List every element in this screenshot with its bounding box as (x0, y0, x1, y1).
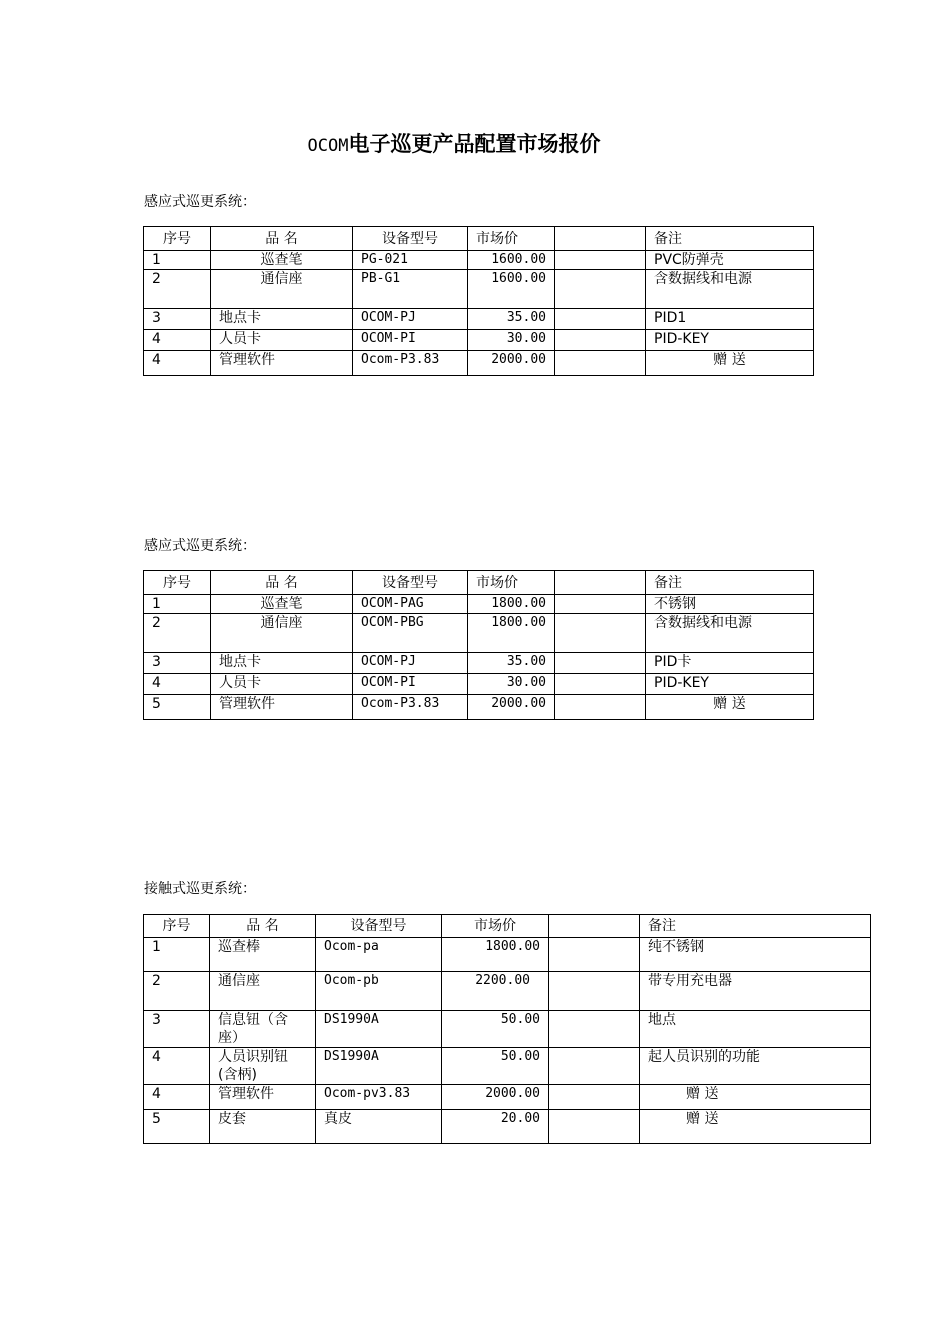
table-row (144, 251, 814, 270)
cell-blank (555, 595, 646, 614)
cell-note: PVC防弹壳 (646, 251, 814, 270)
col-model: 设备型号 (353, 571, 468, 595)
cell-price: 2000.00 (442, 1085, 549, 1110)
cell-name: 地点卡 (211, 309, 353, 330)
cell-note: 不锈钢 (646, 595, 814, 614)
cell-no: 1 (144, 251, 211, 270)
cell-note: 含数据线和电源 (646, 614, 814, 653)
cell-blank (555, 251, 646, 270)
table-header-row (144, 915, 871, 938)
cell-no: 5 (144, 1110, 210, 1144)
cell-price: 2000.00 (468, 351, 555, 376)
cell-price: 1600.00 (468, 270, 555, 309)
section2-heading: 感应式巡更系统： (144, 538, 256, 554)
table-row (144, 1048, 871, 1085)
cell-model: OCOM-PI (353, 330, 468, 351)
cell-name: 地点卡 (211, 653, 353, 674)
table-row (144, 1085, 871, 1110)
cell-price: 1800.00 (442, 938, 549, 972)
section3-table (143, 914, 871, 1144)
cell-note: 纯不锈钢 (640, 938, 871, 972)
cell-model: Ocom-pv3.83 (316, 1085, 442, 1110)
cell-name: 管理软件 (211, 695, 353, 720)
cell-blank (555, 653, 646, 674)
cell-note: 含数据线和电源 (646, 270, 814, 309)
section3-heading: 接触式巡更系统： (144, 881, 256, 897)
table-row (144, 309, 814, 330)
cell-note: 起人员识别的功能 (640, 1048, 871, 1085)
cell-blank (555, 674, 646, 695)
cell-model: OCOM-PI (353, 674, 468, 695)
cell-model: OCOM-PJ (353, 653, 468, 674)
cell-note: 带专用充电器 (640, 972, 871, 1011)
cell-blank (549, 938, 640, 972)
cell-name: 信息钮（含座） (210, 1011, 316, 1048)
cell-model: PB-G1 (353, 270, 468, 309)
cell-price: 35.00 (468, 309, 555, 330)
cell-name: 人员识别钮(含柄) (210, 1048, 316, 1085)
col-no: 序号 (144, 227, 211, 251)
cell-model: OCOM-PJ (353, 309, 468, 330)
cell-price: 1600.00 (468, 251, 555, 270)
cell-no: 2 (144, 270, 211, 309)
table-row (144, 351, 814, 376)
cell-no: 5 (144, 695, 211, 720)
cell-blank (555, 270, 646, 309)
cell-blank (555, 695, 646, 720)
section1-table (143, 226, 814, 376)
col-no: 序号 (144, 915, 210, 938)
cell-no: 3 (144, 309, 211, 330)
cell-note: 赠 送 (640, 1085, 871, 1110)
cell-name: 皮套 (210, 1110, 316, 1144)
title-rest: 电子巡更产品配置市场报价 (348, 132, 601, 156)
cell-blank (555, 309, 646, 330)
col-price: 市场价 (442, 915, 549, 938)
cell-no: 1 (144, 595, 211, 614)
cell-name: 巡查笔 (211, 595, 353, 614)
table-header-row (144, 227, 814, 251)
cell-note: 地点 (640, 1011, 871, 1048)
table-row (144, 972, 871, 1011)
cell-no: 3 (144, 653, 211, 674)
cell-model: Ocom-P3.83 (353, 351, 468, 376)
table-row (144, 595, 814, 614)
cell-no: 4 (144, 1085, 210, 1110)
table-row (144, 614, 814, 653)
col-note: 备注 (646, 571, 814, 595)
table-row (144, 938, 871, 972)
cell-name: 通信座 (211, 270, 353, 309)
cell-blank (549, 1110, 640, 1144)
cell-blank (555, 614, 646, 653)
table-row (144, 1011, 871, 1048)
col-name: 品 名 (210, 915, 316, 938)
cell-model: Ocom-P3.83 (353, 695, 468, 720)
cell-blank (555, 351, 646, 376)
cell-price: 1800.00 (468, 595, 555, 614)
cell-note: 赠 送 (646, 695, 814, 720)
cell-no: 4 (144, 1048, 210, 1085)
cell-price: 30.00 (468, 674, 555, 695)
table-row (144, 695, 814, 720)
cell-blank (555, 330, 646, 351)
table-row (144, 330, 814, 351)
cell-price: 50.00 (442, 1011, 549, 1048)
cell-note: PID卡 (646, 653, 814, 674)
col-blank (549, 915, 640, 938)
cell-name: 人员卡 (211, 330, 353, 351)
cell-no: 4 (144, 674, 211, 695)
cell-model: PG-021 (353, 251, 468, 270)
cell-blank (549, 972, 640, 1011)
cell-blank (549, 1011, 640, 1048)
col-note: 备注 (640, 915, 871, 938)
title-latin: OCOM (307, 136, 349, 156)
cell-no: 3 (144, 1011, 210, 1048)
cell-no: 1 (144, 938, 210, 972)
section2-table (143, 570, 814, 720)
cell-note: 赠 送 (640, 1110, 871, 1144)
cell-price: 35.00 (468, 653, 555, 674)
cell-no: 2 (144, 614, 211, 653)
cell-model: DS1990A (316, 1011, 442, 1048)
col-blank (555, 227, 646, 251)
table-row (144, 270, 814, 309)
col-price: 市场价 (468, 571, 555, 595)
cell-no: 4 (144, 330, 211, 351)
section1-heading: 感应式巡更系统： (144, 194, 256, 210)
cell-name: 管理软件 (211, 351, 353, 376)
cell-name: 通信座 (211, 614, 353, 653)
cell-model: DS1990A (316, 1048, 442, 1085)
cell-name: 通信座 (210, 972, 316, 1011)
table-header-row (144, 571, 814, 595)
cell-note: PID-KEY (646, 330, 814, 351)
cell-blank (549, 1085, 640, 1110)
cell-no: 2 (144, 972, 210, 1011)
cell-model: Ocom-pa (316, 938, 442, 972)
cell-no: 4 (144, 351, 211, 376)
col-price: 市场价 (468, 227, 555, 251)
cell-note: PID-KEY (646, 674, 814, 695)
col-name: 品 名 (211, 571, 353, 595)
cell-name: 巡查棒 (210, 938, 316, 972)
cell-model: Ocom-pb (316, 972, 442, 1011)
cell-name: 管理软件 (210, 1085, 316, 1110)
table-row (144, 653, 814, 674)
cell-price: 1800.00 (468, 614, 555, 653)
cell-price: 2200.00 (442, 972, 549, 1011)
cell-name: 巡查笔 (211, 251, 353, 270)
cell-price: 50.00 (442, 1048, 549, 1085)
col-model: 设备型号 (353, 227, 468, 251)
cell-note: PID1 (646, 309, 814, 330)
cell-note: 赠 送 (646, 351, 814, 376)
cell-model: OCOM-PBG (353, 614, 468, 653)
col-name: 品 名 (211, 227, 353, 251)
table-row (144, 1110, 871, 1144)
col-model: 设备型号 (316, 915, 442, 938)
table-row (144, 674, 814, 695)
col-note: 备注 (646, 227, 814, 251)
page-title (0, 128, 908, 158)
col-no: 序号 (144, 571, 211, 595)
cell-price: 20.00 (442, 1110, 549, 1144)
cell-name: 人员卡 (211, 674, 353, 695)
col-blank (555, 571, 646, 595)
cell-price: 30.00 (468, 330, 555, 351)
cell-model: 真皮 (316, 1110, 442, 1144)
cell-price: 2000.00 (468, 695, 555, 720)
cell-blank (549, 1048, 640, 1085)
cell-model: OCOM-PAG (353, 595, 468, 614)
